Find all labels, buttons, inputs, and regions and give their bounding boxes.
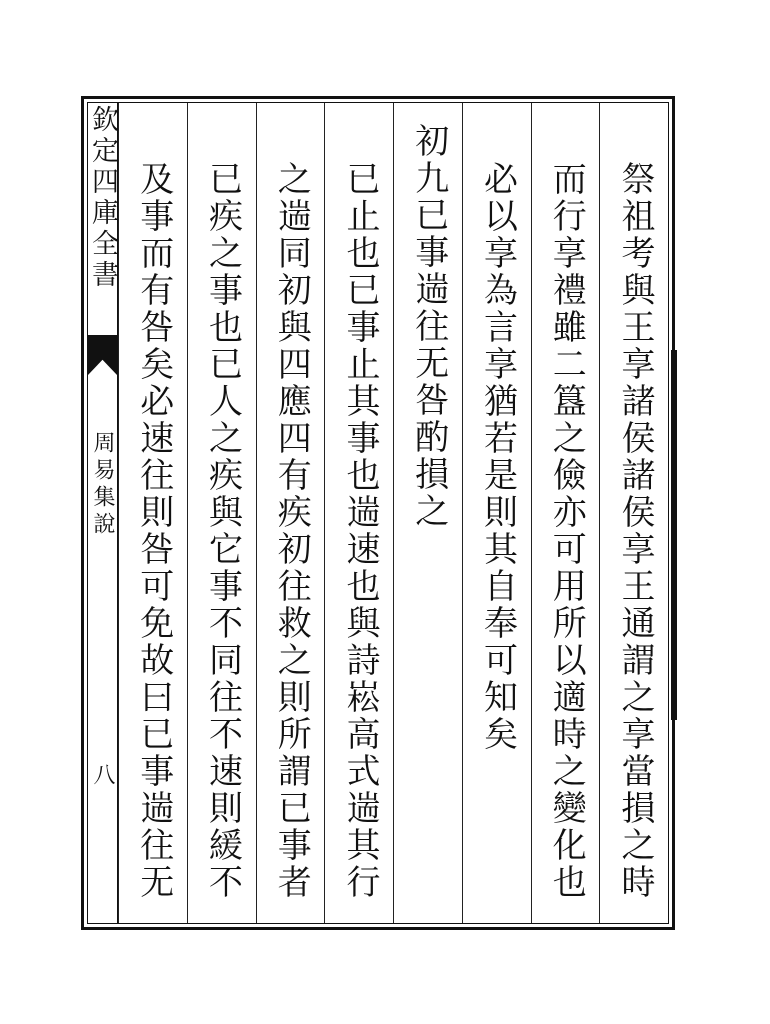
text-column: 祭祖考與王享諸侯諸侯享王通謂之享當損之時 [599, 103, 668, 923]
volume-title: 周易集說 [90, 431, 115, 539]
text-column: 已止也已事止其事也遄速也與詩崧高式遄其行 [324, 103, 393, 923]
page-number: 八 [90, 763, 115, 785]
book-title: 欽定四庫全書 [87, 105, 118, 291]
classic-text-column: 初九已事遄往无咎酌損之 [393, 103, 462, 923]
text-column: 已疾之事也已人之疾與它事不同往不速則緩不 [187, 103, 256, 923]
fish-tail-mark [88, 335, 117, 375]
text-column: 而行享禮雖二簋之儉亦可用所以適時之變化也 [531, 103, 600, 923]
text-column: 之遄同初與四應四有疾初往救之則所謂已事者 [256, 103, 325, 923]
page-margin-column [88, 103, 118, 923]
text-column: 必以享為言享猶若是則其自奉可知矣 [462, 103, 531, 923]
text-column: 及事而有咎矣必速往則咎可免故曰已事遄往无 [118, 103, 187, 923]
text-body [118, 103, 668, 923]
binding-edge-bar [671, 350, 677, 720]
